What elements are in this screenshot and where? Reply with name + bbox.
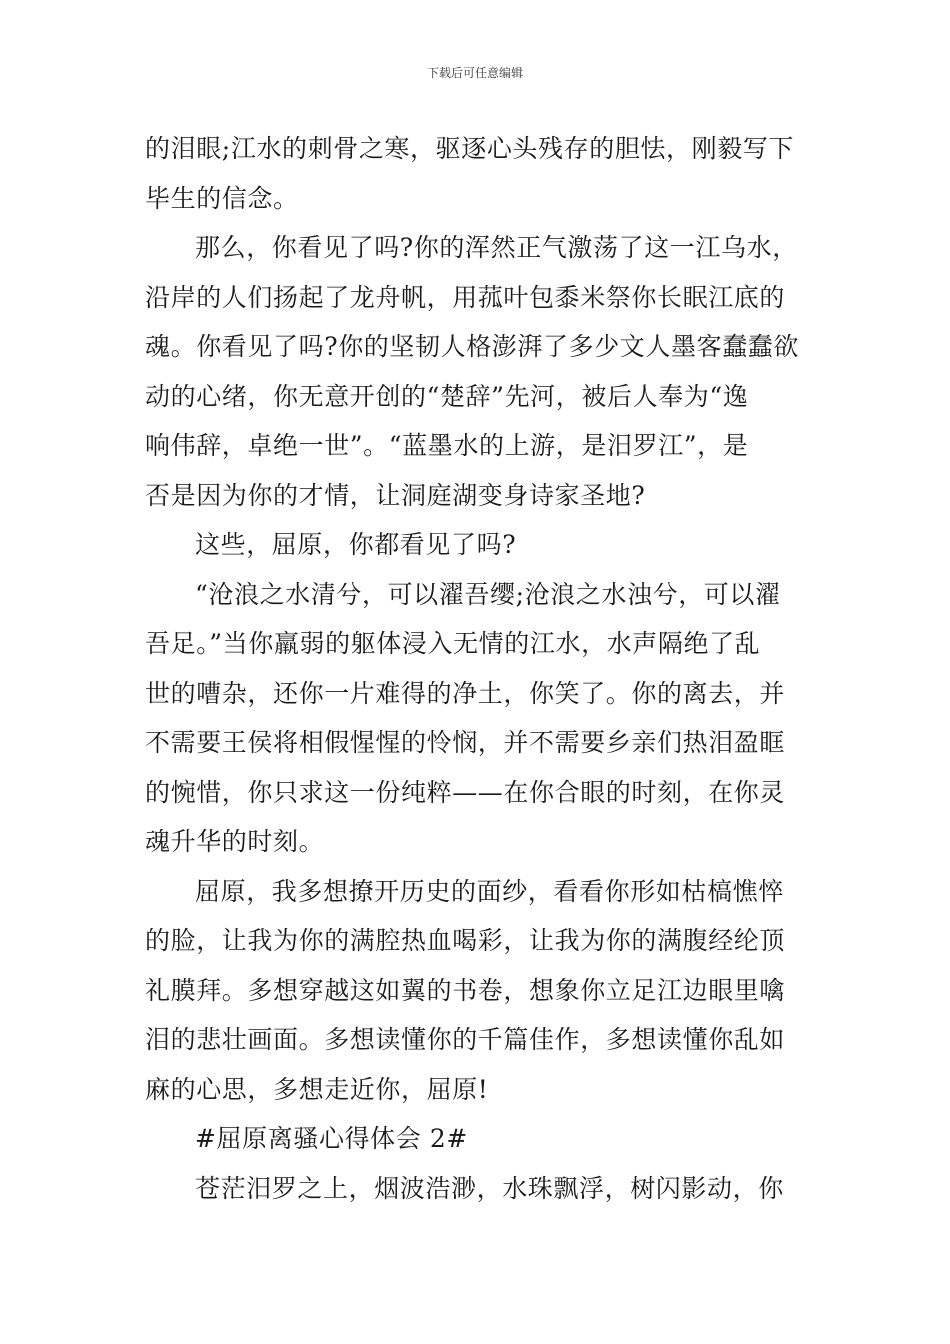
paragraph-start-line: 这些，屈原，你都看见了吗? (195, 530, 517, 559)
paragraph-start-line: “沧浪之水清兮，可以濯吾缨;沧浪之水浊兮，可以濯 (195, 579, 781, 609)
section-heading: #屈原离骚心得体会 2# (195, 1124, 468, 1153)
text-line: 礼膜拜。多想穿越这如翼的书卷，想象你立足江边眼里噙 (145, 975, 786, 1005)
text-line: 吾足。”当你羸弱的躯体浸入无情的江水，水声隔绝了乱 (145, 629, 761, 658)
text-line: 沿岸的人们扬起了龙舟帆，用菰叶包黍米祭你长眠江底的 (145, 282, 786, 312)
text-line: 麻的心思，多想走近你，屈原! (145, 1074, 489, 1104)
text-line: 不需要王侯将相假惺惺的怜悯，并不需要乡亲们热泪盈眶 (145, 728, 786, 757)
text-line: 世的嘈杂，还你一片难得的净土，你笑了。你的离去，并 (145, 678, 786, 708)
body-text (145, 124, 810, 1213)
text-line: 的惋惜，你只求这一份纯粹——在你合眼的时刻，在你灵 (145, 777, 786, 807)
paragraph-start-line: 那么，你看见了吗?你的浑然正气激荡了这一江乌水， (195, 233, 798, 262)
text-line: 魂升华的时刻。 (145, 827, 325, 856)
text-line: 的脸，让我为你的满腔热血喝彩，让我为你的满腹经纶顶 (145, 926, 786, 955)
text-line: 否是因为你的才情，让洞庭湖变身诗家圣地? (145, 480, 646, 510)
text-line: 泪的悲壮画面。多想读懂你的千篇佳作，多想读懂你乱如 (145, 1025, 786, 1054)
text-line: 毕生的信念。 (145, 183, 299, 213)
paragraph-start-line: 苍茫汨罗之上，烟波浩渺，水珠飘浮，树闪影动，你 (195, 1173, 784, 1203)
text-line: 的泪眼;江水的刺骨之寒，驱逐心头残存的胆怯，刚毅写下 (145, 134, 795, 163)
paragraph-start-line: 屈原，我多想撩开历史的面纱，看看你形如枯槁憔悴 (195, 876, 784, 906)
text-line: 魂。你看见了吗?你的坚韧人格澎湃了多少文人墨客蠢蠢欲 (145, 332, 800, 361)
text-line: 动的心绪，你无意开创的“楚辞”先河，被后人奉为“逸 (145, 381, 749, 411)
text-line: 响伟辞，卓绝一世”。“蓝墨水的上游，是汨罗江”，是 (145, 431, 749, 460)
page-header-note: 下载后可任意编辑 (426, 66, 523, 80)
